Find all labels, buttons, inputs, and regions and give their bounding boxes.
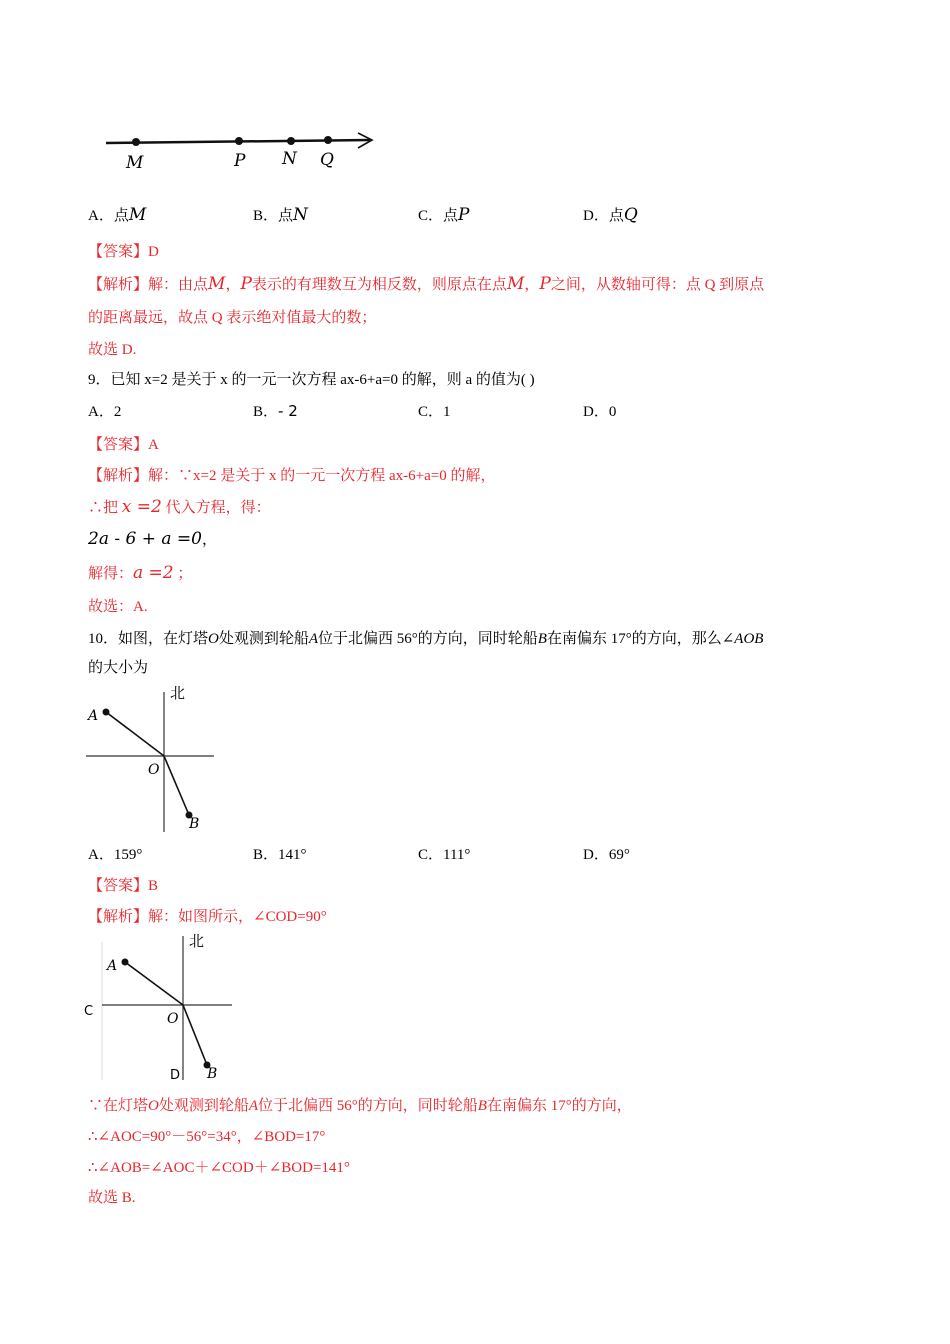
q9-substitute: ∴把 x =2 代入方程，得：	[88, 497, 271, 517]
ray-oa	[125, 962, 183, 1005]
q10-solution-line2: ∴∠AOC=90°－56°=34°，∠BOD=17°	[88, 1129, 326, 1145]
q10-option-a: A．159°	[88, 847, 143, 863]
q8-option-a: A．点M	[88, 205, 147, 225]
point-c-label: C	[84, 1004, 94, 1019]
q9-stem: 9．已知 x=2 是关于 x 的一元一次方程 ax-6+a=0 的解，则 a 的值为( )	[88, 372, 535, 388]
q9-equation: 2a - 6 + a =0，	[88, 529, 217, 549]
point-m-dot	[132, 138, 140, 146]
q9-option-b: B．- 2	[253, 402, 298, 420]
point-a-dot	[103, 709, 110, 716]
point-n-label: N	[282, 149, 297, 169]
ray-ob	[164, 756, 189, 815]
ray-oa	[106, 712, 164, 756]
q9-solve: 解得：a =2 ；	[88, 563, 193, 583]
point-o-label: O	[148, 762, 160, 778]
point-b-label: B	[189, 816, 200, 832]
q10-analysis: 【解析】解：如图所示，∠COD=90°	[88, 909, 327, 925]
point-q-label: Q	[320, 150, 334, 170]
q10-solution-figure	[80, 930, 240, 1083]
north-label: 北	[189, 932, 205, 950]
point-p-dot	[235, 137, 243, 145]
q10-option-b: B．141°	[253, 847, 307, 863]
point-a-label: A	[107, 958, 118, 974]
point-p-label: P	[234, 151, 246, 171]
q8-option-c: C．点P	[418, 205, 470, 225]
point-o-label: O	[167, 1011, 179, 1027]
q8-analysis-line1: 【解析】解：由点M，P表示的有理数互为相反数，则原点在点M，P之间，从数轴可得：点 Q 到原点	[88, 274, 765, 294]
number-line-figure	[100, 108, 380, 188]
q9-option-a: A．2	[88, 404, 122, 420]
point-d-label: D	[170, 1068, 181, 1083]
ray-ob	[183, 1005, 207, 1065]
q8-conclusion: 故选 D.	[88, 342, 137, 358]
point-n-dot	[287, 137, 295, 145]
q9-conclusion: 故选：A.	[88, 599, 148, 615]
point-b-label: B	[207, 1066, 218, 1082]
q10-option-d: D．69°	[583, 847, 630, 863]
q8-analysis-line2: 的距离最远，故点 Q 表示绝对值最大的数；	[88, 310, 377, 326]
point-m-label: M	[126, 153, 144, 173]
q9-option-d: D．0	[583, 404, 617, 420]
q10-option-c: C．111°	[418, 847, 471, 863]
q10-solution-line3: ∴∠AOB=∠AOC＋∠COD＋∠BOD=141°	[88, 1160, 350, 1176]
point-a-label: A	[88, 708, 99, 724]
point-a-dot	[122, 959, 129, 966]
point-q-dot	[324, 136, 332, 144]
q10-stem-line1: 10．如图，在灯塔O处观测到轮船A位于北偏西 56°的方向，同时轮船B在南偏东 17°的方向，那么∠AOB	[88, 631, 764, 647]
q10-direction-figure	[84, 682, 224, 832]
q10-conclusion: 故选 B.	[88, 1190, 136, 1206]
q8-option-b: B．点N	[253, 205, 308, 225]
q9-option-c: C．1	[418, 404, 451, 420]
q10-answer: 【答案】B	[88, 878, 159, 894]
q9-analysis: 【解析】解：∵x=2 是关于 x 的一元一次方程 ax-6+a=0 的解，	[88, 468, 496, 484]
q9-answer: 【答案】A	[88, 437, 159, 453]
north-label: 北	[170, 684, 186, 702]
q8-answer: 【答案】D	[88, 244, 159, 260]
q8-option-d: D．点Q	[583, 205, 638, 225]
q10-stem-line2: 的大小为	[88, 660, 149, 676]
q10-solution-line1: ∵在灯塔O处观测到轮船A位于北偏西 56°的方向，同时轮船B在南偏东 17°的方向，	[88, 1098, 632, 1114]
